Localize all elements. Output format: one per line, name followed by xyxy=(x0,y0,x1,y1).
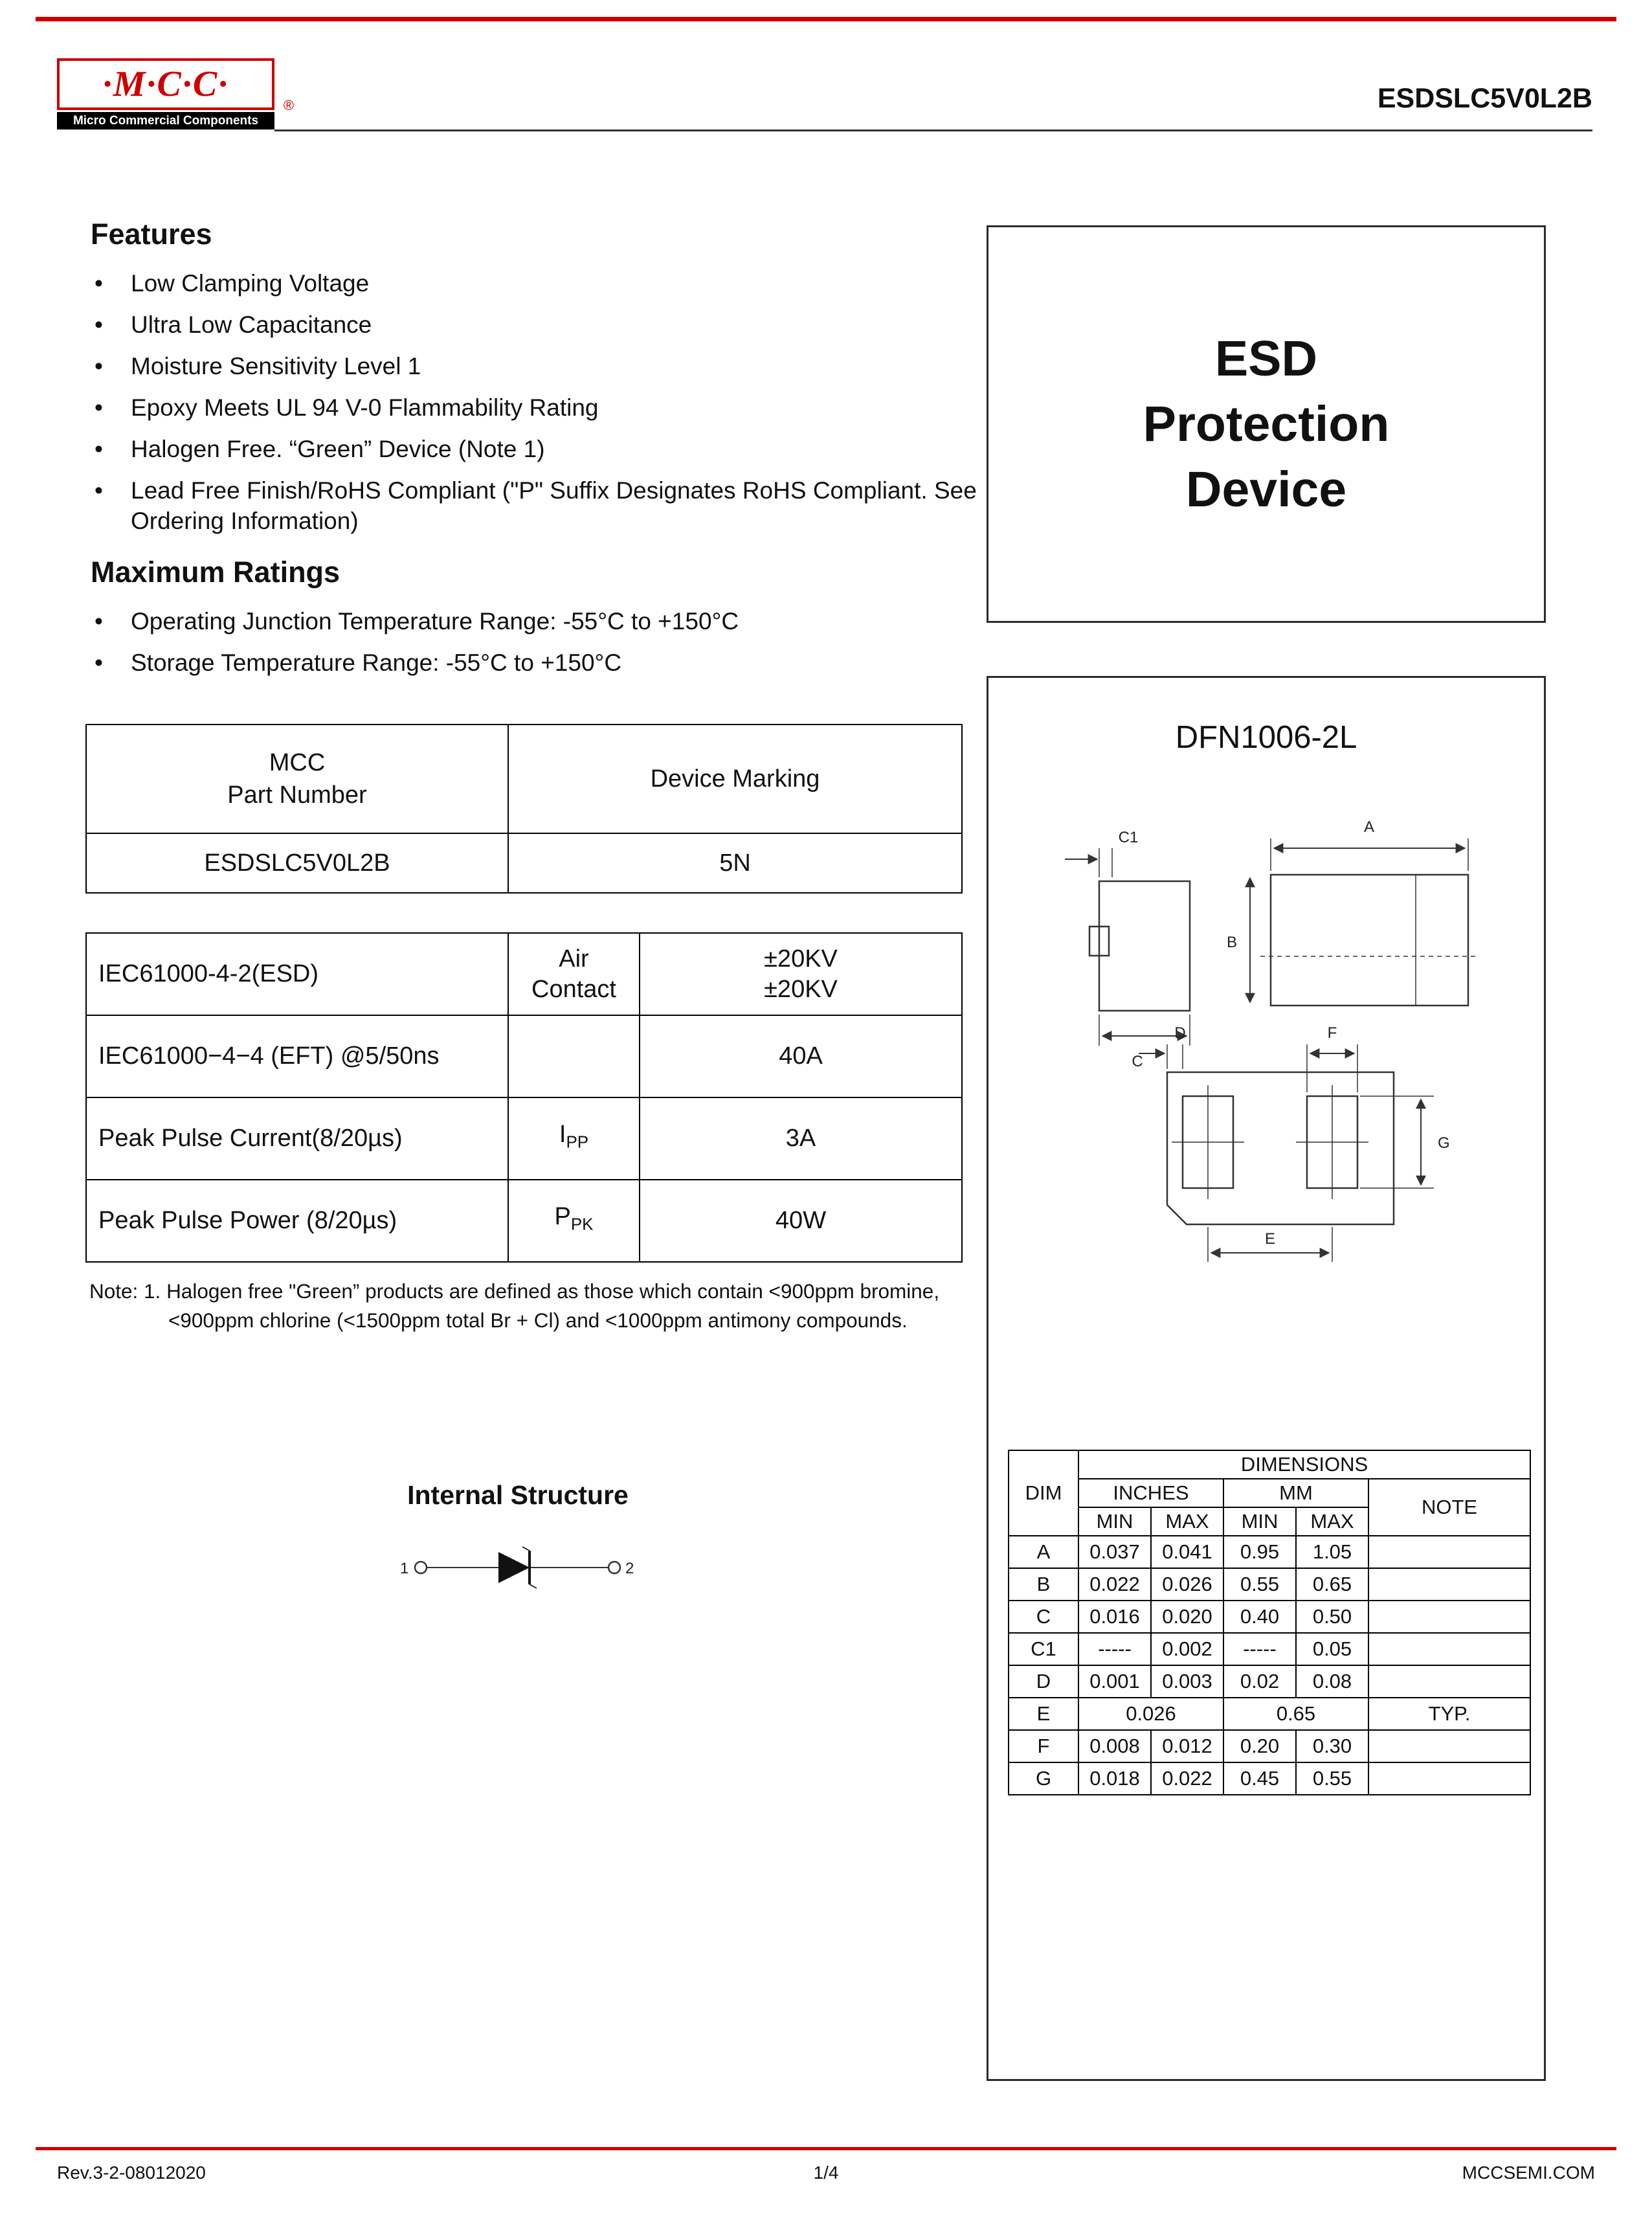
pin2-terminal-icon xyxy=(608,1562,620,1573)
dims-cell: 0.30 xyxy=(1296,1730,1368,1762)
footer-page-number: 1/4 xyxy=(813,2163,839,2183)
dims-cell: 0.022 xyxy=(1151,1762,1223,1795)
bottom-view-outline xyxy=(1167,1072,1394,1224)
spec-value: 3A xyxy=(640,1097,962,1180)
features-list xyxy=(91,268,977,536)
dims-cell: 0.40 xyxy=(1223,1601,1296,1633)
diode-symbol-drawing xyxy=(395,1544,641,1591)
feature-item xyxy=(91,309,977,340)
dims-header-note: NOTE xyxy=(1368,1479,1530,1536)
esd-protection-device-box xyxy=(987,225,1546,623)
spec-value: 40W xyxy=(640,1180,962,1262)
bullet-icon: • xyxy=(95,311,103,338)
bullet-icon: • xyxy=(95,477,103,504)
spec-symbol-line1: Air xyxy=(559,945,589,972)
dim-label-c: C xyxy=(1132,1053,1143,1070)
dims-row xyxy=(1009,1762,1530,1795)
feature-item xyxy=(91,392,977,423)
dims-dim: E xyxy=(1009,1698,1078,1730)
spec-value: 40A xyxy=(640,1015,962,1097)
maximum-ratings-list xyxy=(91,606,977,678)
dims-cell: 0.003 xyxy=(1151,1665,1223,1698)
dims-cell: 0.95 xyxy=(1223,1536,1296,1568)
dim-label-e: E xyxy=(1264,1230,1276,1248)
dims-row xyxy=(1009,1730,1530,1762)
dims-header-dim: DIM xyxy=(1009,1450,1078,1536)
dims-cell: 0.008 xyxy=(1078,1730,1151,1762)
dims-header-min: MIN xyxy=(1078,1507,1151,1536)
dims-cell: 0.45 xyxy=(1223,1762,1296,1795)
part-header-line1: MCC xyxy=(269,749,326,776)
spec-symbol-sub: PP xyxy=(566,1132,589,1152)
part-table xyxy=(85,724,963,894)
esd-box-line3: Device xyxy=(1185,461,1347,517)
spec-name: Peak Pulse Power (8/20µs) xyxy=(86,1180,508,1262)
dims-row xyxy=(1009,1568,1530,1601)
dims-row xyxy=(1009,1601,1530,1633)
dims-cell: ----- xyxy=(1223,1633,1296,1665)
dims-dim: C xyxy=(1009,1601,1078,1633)
rating-text: Storage Temperature Range: -55°C to +150°C xyxy=(131,649,622,676)
bullet-icon: • xyxy=(95,608,103,635)
spec-symbol xyxy=(508,1015,640,1097)
footer-website: MCCSEMI.COM xyxy=(1462,2163,1595,2183)
spec-name: Peak Pulse Current(8/20µs) xyxy=(86,1097,508,1180)
footer-red-rule xyxy=(36,2147,1616,2150)
bullet-icon: • xyxy=(95,270,103,297)
features-title: Features xyxy=(91,218,212,251)
feature-text: Epoxy Meets UL 94 V-0 Flammability Rating xyxy=(131,394,599,421)
feature-text: Lead Free Finish/RoHS Compliant ("P" Suffix Designates RoHS Compliant. See Ordering Information) xyxy=(131,477,977,534)
feature-item xyxy=(91,351,977,381)
spec-row xyxy=(86,1180,962,1262)
dimensions-table-wrap xyxy=(1008,1450,1531,1795)
halogen-note xyxy=(89,1277,939,1335)
spec-symbol xyxy=(508,1180,640,1262)
spec-symbol xyxy=(508,933,640,1015)
dims-note xyxy=(1368,1536,1530,1568)
feature-item xyxy=(91,475,977,536)
dims-cell: 0.022 xyxy=(1078,1568,1151,1601)
esd-box-line2: Protection xyxy=(1143,396,1390,452)
dims-dim: A xyxy=(1009,1536,1078,1568)
dims-cell: 0.016 xyxy=(1078,1601,1151,1633)
feature-text: Low Clamping Voltage xyxy=(131,270,370,297)
dims-cell: 0.50 xyxy=(1296,1601,1368,1633)
dims-note xyxy=(1368,1633,1530,1665)
dim-label-c1: C1 xyxy=(1118,829,1139,846)
dims-note xyxy=(1368,1665,1530,1698)
dims-cell: 1.05 xyxy=(1296,1536,1368,1568)
spec-table xyxy=(85,932,963,1263)
spec-table-wrap xyxy=(85,932,963,1263)
esd-box-line1: ESD xyxy=(1214,330,1318,387)
dims-header-max: MAX xyxy=(1296,1507,1368,1536)
rating-item xyxy=(91,606,977,636)
diode-anode-icon xyxy=(498,1552,530,1583)
device-marking-cell: 5N xyxy=(508,833,962,893)
dims-cell: 0.041 xyxy=(1151,1536,1223,1568)
dims-cell: 0.02 xyxy=(1223,1665,1296,1698)
header-part-number: ESDSLC5V0L2B xyxy=(1377,83,1592,114)
bullet-icon: • xyxy=(95,353,103,379)
top-view-body xyxy=(1271,875,1468,1006)
spec-symbol-sub: PK xyxy=(570,1214,594,1234)
package-outline-drawing xyxy=(988,787,1548,1305)
spec-symbol-main: I xyxy=(559,1121,566,1149)
maximum-ratings-section xyxy=(91,556,977,689)
bullet-icon: • xyxy=(95,394,103,421)
dims-cell: 0.65 xyxy=(1296,1568,1368,1601)
top-red-rule xyxy=(36,17,1616,21)
dims-row xyxy=(1009,1665,1530,1698)
feature-text: Halogen Free. “Green” Device (Note 1) xyxy=(131,436,545,462)
dims-cell: 0.037 xyxy=(1078,1536,1151,1568)
feature-item xyxy=(91,434,977,464)
internal-structure-title: Internal Structure xyxy=(407,1480,629,1510)
dims-cell: 0.026 xyxy=(1151,1568,1223,1601)
dims-cell: 0.20 xyxy=(1223,1730,1296,1762)
dims-note xyxy=(1368,1762,1530,1795)
spec-value-line2: ±20KV xyxy=(764,975,838,1003)
dim-label-a: A xyxy=(1363,818,1375,836)
feature-item xyxy=(91,268,977,298)
dims-cell: 0.018 xyxy=(1078,1762,1151,1795)
dims-cell: 0.05 xyxy=(1296,1633,1368,1665)
dims-cell: 0.001 xyxy=(1078,1665,1151,1698)
dimensions-table xyxy=(1008,1450,1531,1795)
spec-row xyxy=(86,1015,962,1097)
package-name: DFN1006-2L xyxy=(1175,720,1357,755)
dims-dim: G xyxy=(1009,1762,1078,1795)
bullet-icon: • xyxy=(95,649,103,676)
cathode-tail-bottom xyxy=(530,1584,537,1588)
dim-label-d: D xyxy=(1174,1024,1186,1042)
registered-trademark-icon: ® xyxy=(283,97,294,113)
dims-row xyxy=(1009,1633,1530,1665)
spec-name: IEC61000-4-2(ESD) xyxy=(86,933,508,1015)
dims-cell: 0.55 xyxy=(1296,1762,1368,1795)
part-table-wrap xyxy=(85,724,963,894)
spec-name: IEC61000−4−4 (EFT) @5/50ns xyxy=(86,1015,508,1097)
footer-revision: Rev.3-2-08012020 xyxy=(57,2163,206,2183)
dim-label-b: B xyxy=(1226,934,1238,951)
spec-value xyxy=(640,933,962,1015)
note-line2: <900ppm chlorine (<1500ppm total Br + Cl) and <1000ppm antimony compounds. xyxy=(168,1309,908,1332)
bullet-icon: • xyxy=(95,436,103,462)
rating-item xyxy=(91,647,977,678)
dims-header-inches: INCHES xyxy=(1078,1479,1223,1507)
spec-value-line1: ±20KV xyxy=(764,945,838,972)
dims-cell: 0.002 xyxy=(1151,1633,1223,1665)
maximum-ratings-title: Maximum Ratings xyxy=(91,556,340,589)
dims-cell: 0.55 xyxy=(1223,1568,1296,1601)
part-header-line2: Part Number xyxy=(227,781,367,809)
dims-header-max: MAX xyxy=(1151,1507,1223,1536)
dims-dim: C1 xyxy=(1009,1633,1078,1665)
side-view-body xyxy=(1099,881,1190,1011)
part-number-cell: ESDSLC5V0L2B xyxy=(86,833,508,893)
dims-cell: 0.65 xyxy=(1223,1698,1368,1730)
internal-structure xyxy=(227,1480,809,1594)
dims-header-mm: MM xyxy=(1223,1479,1368,1507)
mcc-logo xyxy=(57,58,294,129)
dims-cell: 0.020 xyxy=(1151,1601,1223,1633)
header-rule xyxy=(274,129,1592,131)
pin1-label: 1 xyxy=(400,1560,409,1577)
dims-header-min: MIN xyxy=(1223,1507,1296,1536)
dim-label-f: F xyxy=(1327,1024,1337,1042)
dims-cell: 0.012 xyxy=(1151,1730,1223,1762)
dims-note xyxy=(1368,1601,1530,1633)
features-section xyxy=(91,218,977,547)
dims-dim: B xyxy=(1009,1568,1078,1601)
dims-row xyxy=(1009,1698,1530,1730)
feature-text: Ultra Low Capacitance xyxy=(131,311,372,338)
mcc-logo-text: ·M·C·C· xyxy=(57,58,274,110)
part-table-header-marking: Device Marking xyxy=(508,725,962,833)
pin1-terminal-icon xyxy=(415,1562,427,1573)
note-line1: Note: 1. Halogen free "Green” products are defined as those which contain <900ppm bromine, xyxy=(89,1279,940,1303)
cathode-tail-top xyxy=(522,1547,530,1551)
spec-symbol xyxy=(508,1097,640,1180)
feature-text: Moisture Sensitivity Level 1 xyxy=(131,353,421,379)
dim-label-g: G xyxy=(1438,1134,1450,1152)
dims-note xyxy=(1368,1568,1530,1601)
dims-header-title: DIMENSIONS xyxy=(1078,1450,1530,1479)
dims-note xyxy=(1368,1730,1530,1762)
rating-text: Operating Junction Temperature Range: -55°C to +150°C xyxy=(131,608,739,635)
dims-row xyxy=(1009,1536,1530,1568)
dims-dim: D xyxy=(1009,1665,1078,1698)
pin2-label: 2 xyxy=(625,1560,634,1577)
package-box xyxy=(987,676,1546,2081)
dims-cell: ----- xyxy=(1078,1633,1151,1665)
spec-symbol-line2: Contact xyxy=(531,975,616,1003)
dims-cell: 0.08 xyxy=(1296,1665,1368,1698)
spec-row xyxy=(86,933,962,1015)
dims-note: TYP. xyxy=(1368,1698,1530,1730)
dims-cell: 0.026 xyxy=(1078,1698,1223,1730)
spec-row xyxy=(86,1097,962,1180)
mcc-logo-subtext: Micro Commercial Components xyxy=(57,112,274,129)
part-table-header-part xyxy=(86,725,508,833)
spec-symbol-main: P xyxy=(554,1203,571,1231)
dims-dim: F xyxy=(1009,1730,1078,1762)
